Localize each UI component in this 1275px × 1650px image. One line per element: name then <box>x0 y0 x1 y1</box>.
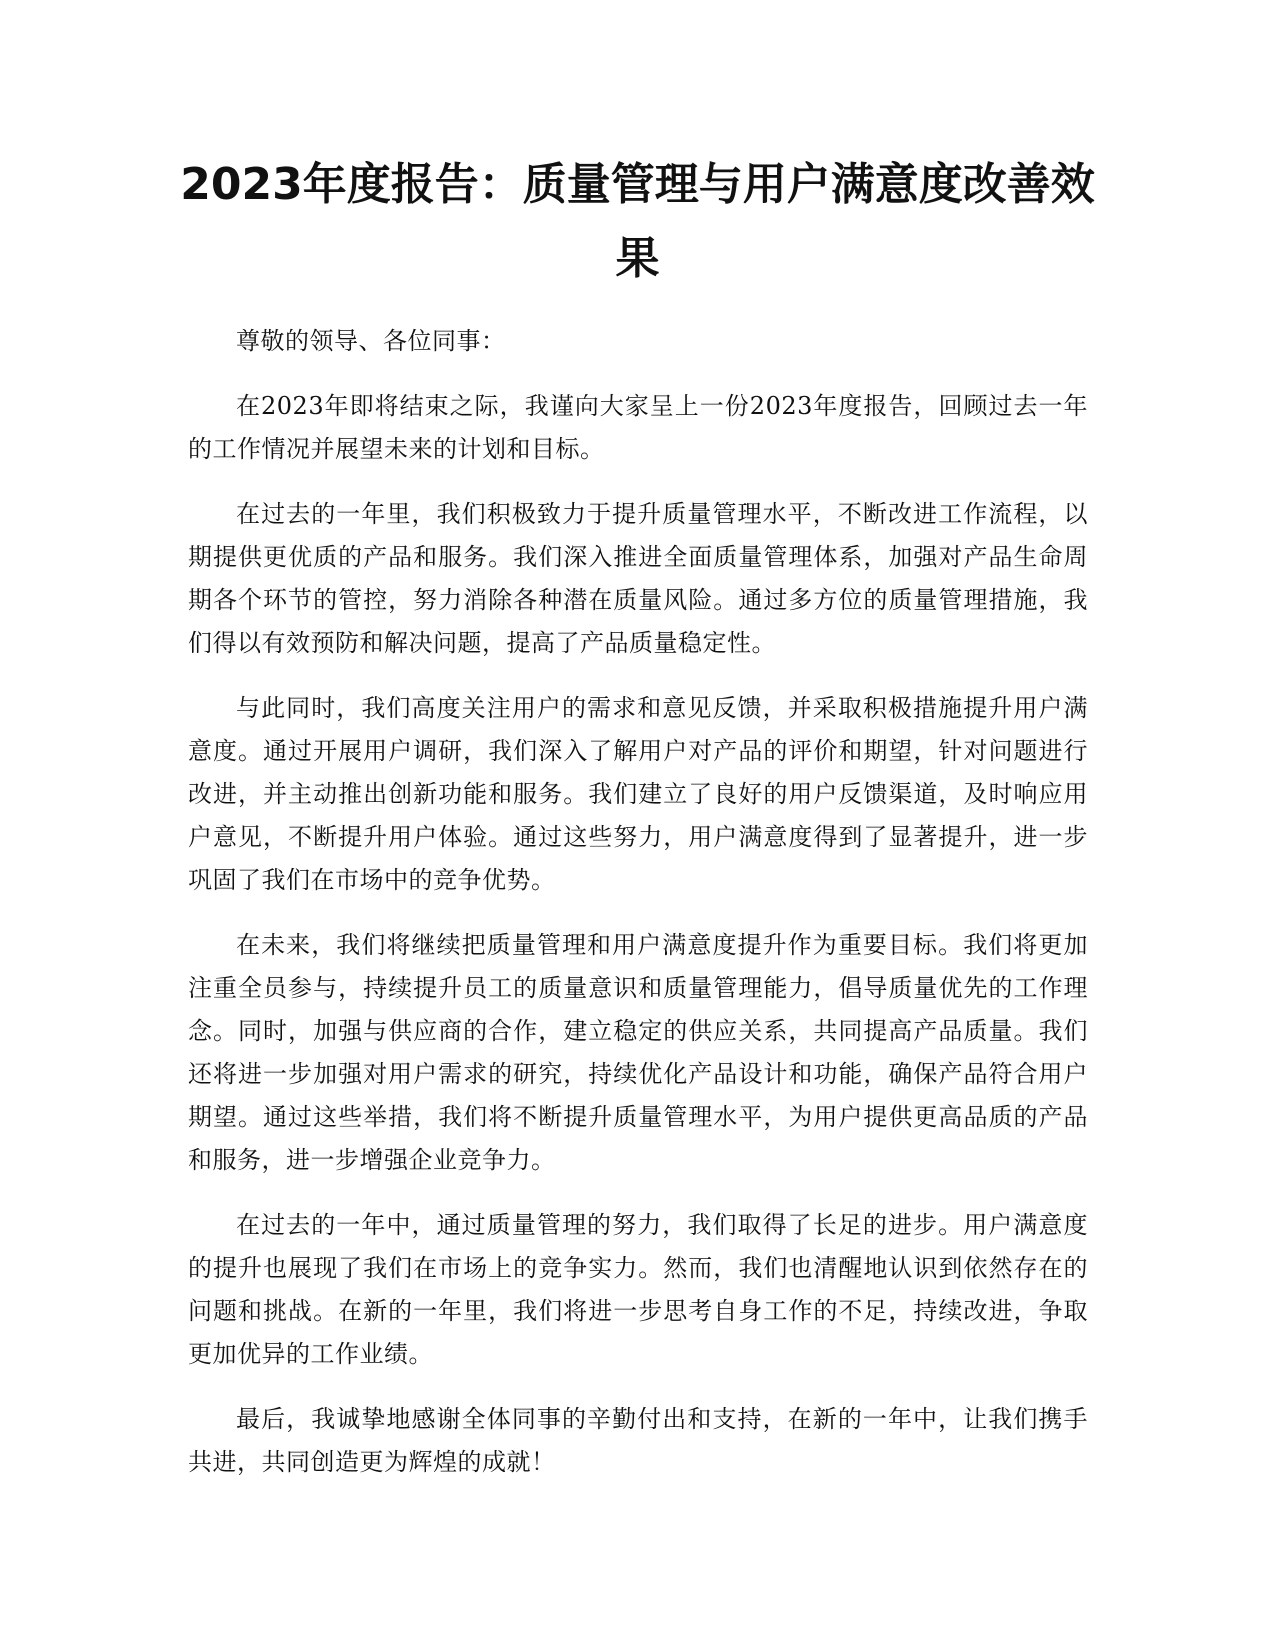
page-title: 2023年度报告：质量管理与用户满意度改善效果 <box>180 159 1095 284</box>
paragraph-review: 在过去的一年中，通过质量管理的努力，我们取得了长足的进步。用户满意度的提升也展现了我们在市场上的竞争实力。然而，我们也清醒地认识到依然存在的问题和挑战。在新的一年里，我们将进一步思考自身工作的不足，持续改进，争取更加优异的工作业绩。 <box>188 1211 1088 1368</box>
paragraph-future-plans: 在未来，我们将继续把质量管理和用户满意度提升作为重要目标。我们将更加注重全员参与，持续提升员工的质量意识和质量管理能力，倡导质量优先的工作理念。同时，加强与供应商的合作，建立稳定的供应关系，共同提高产品质量。我们还将进一步加强对用户需求的研究，持续优化产品设计和功能，确保产品符合用户期望。通过这些举措，我们将不断提升质量管理水平，为用户提供更高品质的产品和服务，进一步增强企业竞争力。 <box>188 931 1088 1174</box>
document-body <box>188 320 1088 1506</box>
paragraph-salutation: 尊敬的领导、各位同事： <box>236 327 506 355</box>
paragraph-closing: 最后，我诚挚地感谢全体同事的辛勤付出和支持，在新的一年中，让我们携手共进，共同创造更为辉煌的成就！ <box>188 1405 1088 1476</box>
paragraph-intro: 在2023年即将结束之际，我谨向大家呈上一份2023年度报告，回顾过去一年的工作情况并展望未来的计划和目标。 <box>188 392 1088 463</box>
paragraph-user-satisfaction: 与此同时，我们高度关注用户的需求和意见反馈，并采取积极措施提升用户满意度。通过开展用户调研，我们深入了解用户对产品的评价和期望，针对问题进行改进，并主动推出创新功能和服务。我们建立了良好的用户反馈渠道，及时响应用户意见，不断提升用户体验。通过这些努力，用户满意度得到了显著提升，进一步巩固了我们在市场中的竞争优势。 <box>188 694 1088 894</box>
paragraph-quality-management: 在过去的一年里，我们积极致力于提升质量管理水平，不断改进工作流程，以期提供更优质的产品和服务。我们深入推进全面质量管理体系，加强对产品生命周期各个环节的管控，努力消除各种潜在质量风险。通过多方位的质量管理措施，我们得以有效预防和解决问题，提高了产品质量稳定性。 <box>188 500 1088 657</box>
